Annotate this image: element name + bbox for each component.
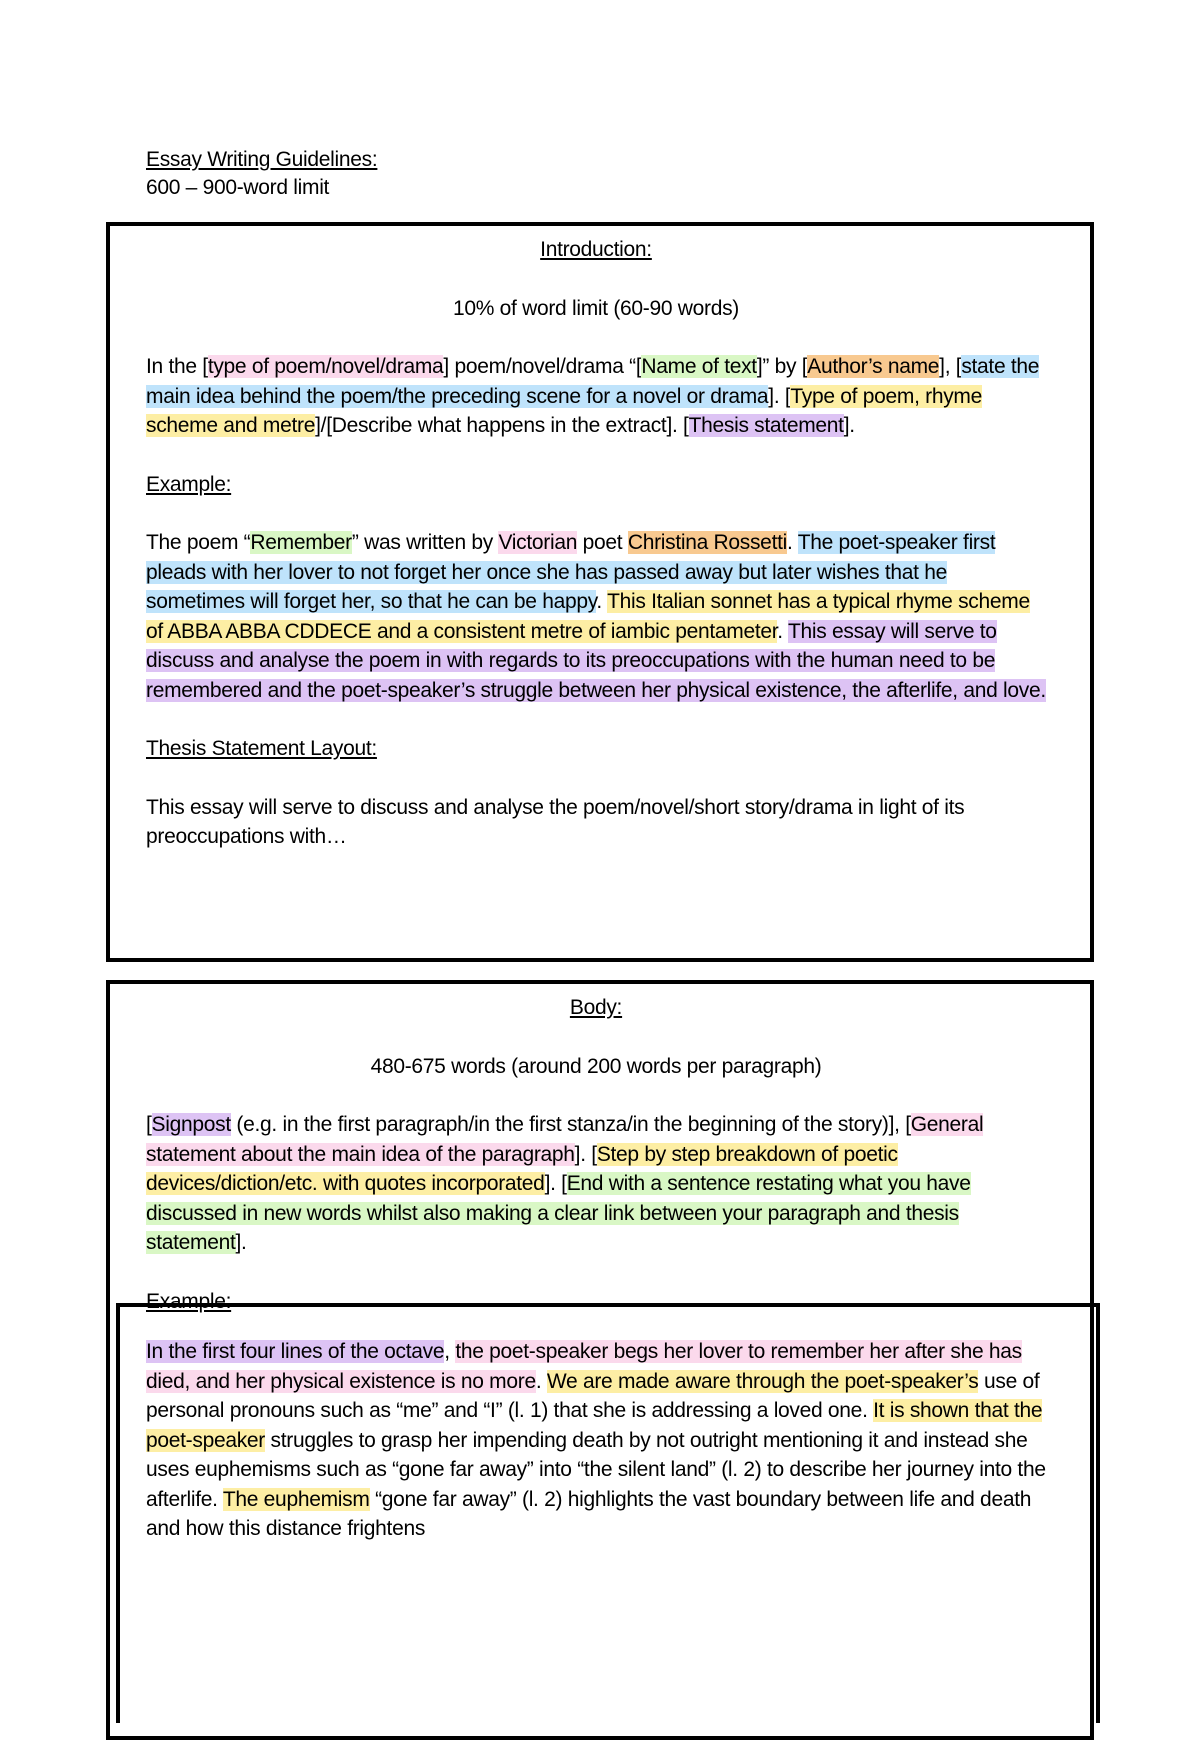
introduction-heading: Introduction: (540, 238, 652, 261)
hl-example-analysis-2: It is shown that the poet-speaker (146, 1399, 1043, 1452)
body-template: [Signpost (e.g. in the first paragraph/in the first stanza/in the beginning of the story)], [General statement about the main idea of the paragraph]. [Step by step breakdown of poetic devices/diction/etc. with quotes incorporated]. [End with a sentence restating what you have discussed in new words whilst also making a clear link between your paragraph and thesis statement]. (146, 1113, 984, 1254)
body-content (146, 993, 1046, 1316)
hl-signpost: Signpost (151, 1113, 231, 1136)
hl-poem-name: Remember (250, 531, 352, 554)
body-example: In the first four lines of the octave, the poet-speaker begs her lover to remember her after she has died, and her physical existence is no more. We are made aware through the poet-speaker’s use of personal pronouns such as “me” and “I” (l. 1) that she is addressing a loved one. It is shown that the poet-speaker struggles to grasp her impending death by not outright mentioning it and instead she uses euphemisms such as “gone far away” into “the silent land” (l. 2) to describe her journey into the afterlife. The euphemism “gone far away” (l. 2) highlights the vast boundary between life and death and how this distance frightens (146, 1340, 1046, 1540)
hl-type-rhyme-metre: Type of poem, rhyme scheme and metre (146, 384, 982, 437)
hl-example-analysis-1: We are made aware through the poet-speaker’s (546, 1369, 979, 1393)
introduction-word-count: 10% of word limit (60-90 words) (453, 296, 739, 320)
introduction-example-label: Example: (146, 472, 232, 496)
introduction-box (106, 222, 1094, 962)
hl-example-general: the poet-speaker begs her lover to remember her after she has died, and her physical existence is no more (146, 1340, 1022, 1393)
introduction-content (146, 235, 1046, 852)
thesis-layout-label: Thesis Statement Layout: (146, 737, 377, 760)
hl-name-of-text: Name of text (641, 355, 757, 378)
hl-idea: The poet-speaker first pleads with her lover to not forget her once she has passed away but later wishes that he sometimes will forget her, so that he can be happy (146, 531, 996, 613)
body-example-label: Example: (146, 1289, 232, 1313)
hl-breakdown: Step by step breakdown of poetic devices/diction/etc. with quotes incorporated (146, 1142, 898, 1195)
hl-thesis-statement: Thesis statement (688, 414, 844, 437)
introduction-template: In the [type of poem/novel/drama] poem/novel/drama “[Name of text]” by [Author’s name], [state the main idea behind the poem/the preceding scene for a novel or drama]. [Type of poem, rhyme scheme and metre]/[Describe what happens in the extract]. [Thesis statement]. (146, 355, 1040, 437)
hl-thesis: This essay will serve to discuss and analyse the poem in with regards to its preoccupations with the human need to be remembered and the poet-speaker’s struggle between her physical existence, the afterlife, and love. (146, 619, 1046, 702)
hl-type-of-poem: type of poem/novel/drama (207, 355, 444, 378)
hl-example-signpost: In the first four lines of the octave (146, 1340, 445, 1363)
hl-author-name: Author’s name (807, 355, 940, 378)
body-heading: Body: (569, 996, 623, 1019)
body-example-content (146, 1337, 1056, 1544)
hl-main-idea: state the main idea behind the poem/the preceding scene for a novel or drama (146, 355, 1040, 408)
hl-author: Christina Rossetti (627, 531, 787, 554)
thesis-layout-text: This essay will serve to discuss and analyse the poem/novel/short story/drama in light of its preoccupations with… (146, 795, 965, 848)
word-limit: 600 – 900-word limit (146, 176, 330, 199)
body-word-count: 480-675 words (around 200 words per paragraph) (370, 1054, 822, 1078)
hl-era: Victorian (498, 531, 578, 554)
hl-end-sentence: End with a sentence restating what you have discussed in new words whilst also making a clear link between your paragraph and thesis statement (146, 1172, 971, 1254)
introduction-example: The poem “Remember” was written by Victorian poet Christina Rossetti. The poet-speaker first pleads with her lover to not forget her once she has passed away but later wishes that he sometimes will forget her, so that he can be happy. This Italian sonnet has a typical rhyme scheme of ABBA ABBA CDDECE and a consistent metre of iambic pentameter. This essay will serve to discuss and analyse the poem in with regards to its preoccupations with the human need to be remembered and the poet-speaker’s struggle between her physical existence, the afterlife, and love. (146, 531, 1046, 702)
hl-general-statement: General statement about the main idea of the paragraph (146, 1113, 984, 1166)
document-header (146, 146, 377, 202)
document-title: Essay Writing Guidelines: (146, 148, 378, 171)
hl-example-analysis-3: The euphemism (222, 1487, 370, 1511)
hl-form: This Italian sonnet has a typical rhyme scheme of ABBA ABBA CDDECE and a consistent metre of iambic pentameter (146, 590, 1030, 643)
